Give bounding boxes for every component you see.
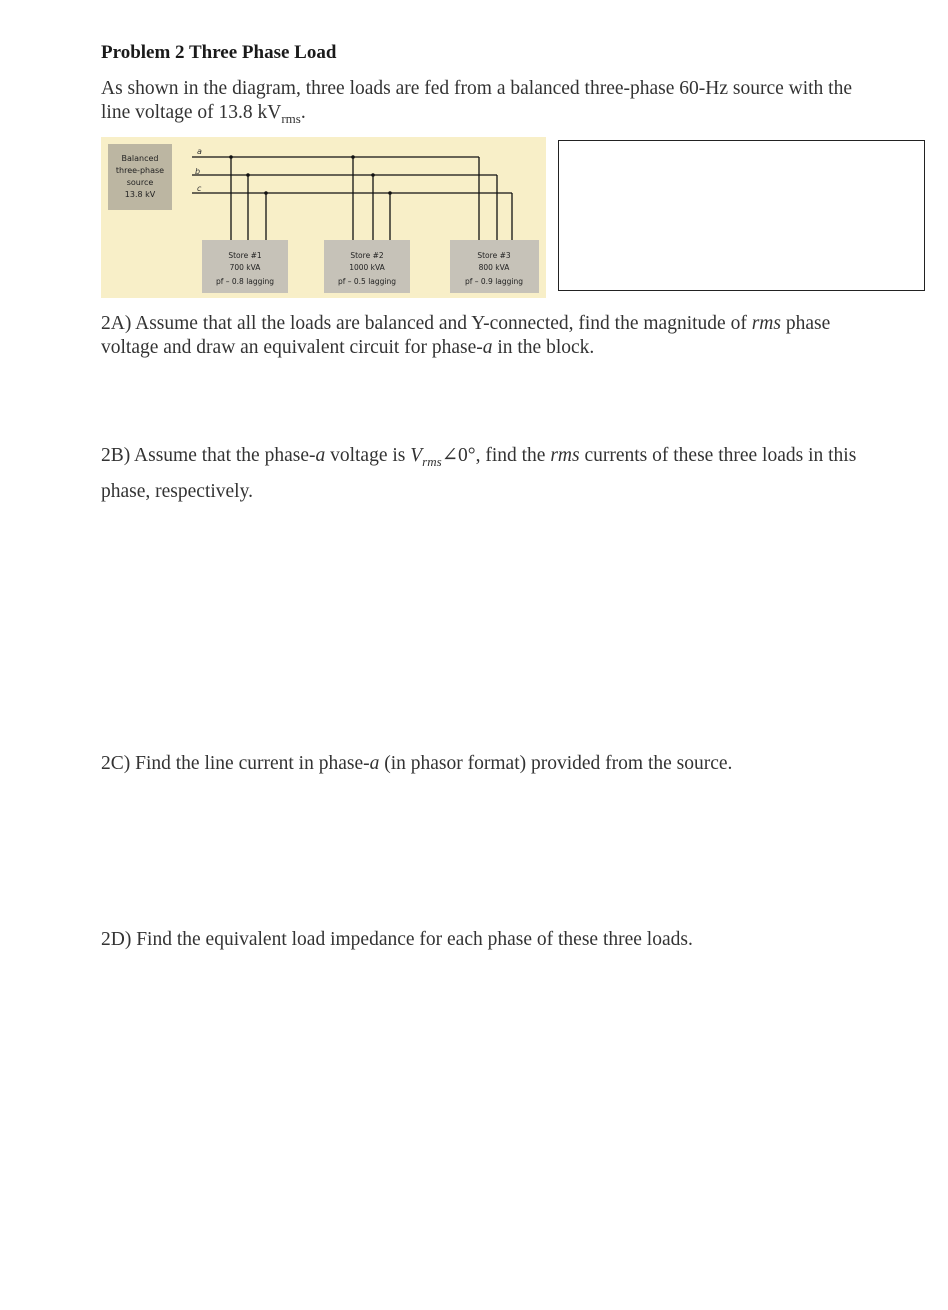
answer-block[interactable]: [558, 140, 925, 291]
question-2d: 2D) Find the equivalent load impedance for each phase of these three loads.: [101, 929, 693, 950]
store-3-name: Store #3: [477, 251, 511, 260]
junction-dot: [229, 155, 233, 159]
intro-paragraph: [101, 77, 931, 131]
source-label-line-2: three-phase: [115, 166, 165, 175]
question-2b: [101, 441, 931, 507]
store-1-pf: pf – 0.8 lagging: [215, 277, 275, 286]
store-3-rating: 800 kVA: [478, 263, 510, 272]
store-3-pf: pf – 0.9 lagging: [464, 277, 524, 286]
store-1-rating: 700 kVA: [229, 263, 261, 272]
source-label-line-3: source: [126, 178, 154, 187]
source-label-line-4: 13.8 kV: [124, 190, 156, 199]
question-2c: 2C) Find the line current in phase-a (in phasor format) provided from the source.: [101, 753, 733, 774]
three-phase-diagram: [101, 137, 546, 298]
store-2-pf: pf – 0.5 lagging: [337, 277, 397, 286]
problem-title: Problem 2 Three Phase Load: [101, 42, 337, 63]
phase-label-b: b: [195, 167, 201, 176]
intro-line-1: As shown in the diagram, three loads are fed from a balanced three-phase 60-Hz source with the: [101, 78, 853, 99]
question-2b-line-1: 2B) Assume that the phase-a voltage is $V_{rms}\angle 0^\circ$, find the rms currents of these three loads in this: [101, 445, 857, 469]
phase-label-c: c: [197, 184, 202, 193]
store-2-rating: 1000 kVA: [349, 263, 385, 272]
intro-line-2: line voltage of 13.8 $kV_{rms}$.: [101, 102, 306, 126]
junction-dot: [264, 191, 268, 195]
junction-dot: [246, 173, 250, 177]
store-1-name: Store #1: [228, 251, 262, 260]
junction-dot: [371, 173, 375, 177]
junction-dot: [351, 155, 355, 159]
question-2a-line-1: 2A) Assume that all the loads are balanced and Y-connected, find the magnitude of rms phase: [101, 313, 831, 334]
junction-dot: [388, 191, 392, 195]
question-2a: [101, 312, 931, 360]
source-label-line-1: Balanced: [121, 154, 159, 163]
phase-label-a: a: [197, 147, 202, 156]
question-2a-line-2: voltage and draw an equivalent circuit for phase-a in the block.: [101, 337, 595, 358]
question-2b-line-2: phase, respectively.: [101, 481, 253, 502]
store-2-name: Store #2: [350, 251, 384, 260]
